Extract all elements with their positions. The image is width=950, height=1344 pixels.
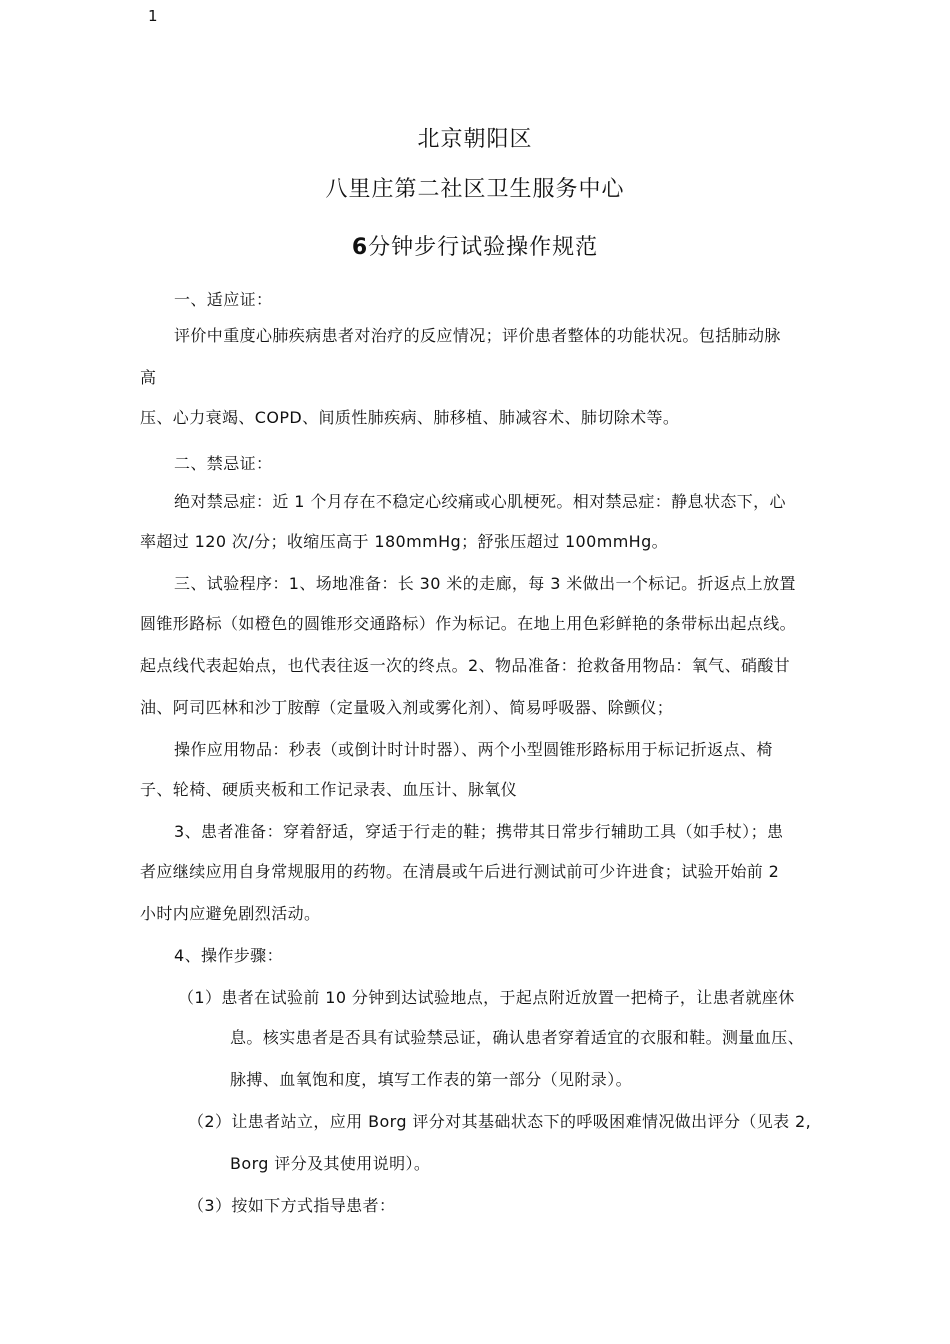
- section3-line: 操作应用物品：秒表（或倒计时计时器）、两个小型圆锥形路标用于标记折返点、椅: [174, 740, 773, 759]
- step1-line: 脉搏、血氧饱和度，填写工作表的第一部分（见附录）。: [230, 1070, 633, 1089]
- steps-heading: 4、操作步骤：: [174, 946, 283, 965]
- step1-line: 息。核实患者是否具有试验禁忌证，确认患者穿着适宜的衣服和鞋。测量血压、: [230, 1028, 805, 1047]
- section3-line: 3、患者准备：穿着舒适，穿适于行走的鞋；携带其日常步行辅助工具（如手杖）；患: [174, 822, 784, 841]
- section3-line: 三、试验程序：1、场地准备：长 30 米的走廊，每 3 米做出一个标记。折返点上放置: [174, 574, 796, 593]
- step2-line: （2）让患者站立，应用 Borg 评分对其基础状态下的呼吸困难情况做出评分（见表 2,: [188, 1112, 812, 1131]
- step3-line: （3）按如下方式指导患者：: [188, 1196, 396, 1215]
- step1-line: （1）患者在试验前 10 分钟到达试验地点，于起点附近放置一把椅子，让患者就座休: [178, 988, 795, 1007]
- section2-heading: 二、禁忌证：: [174, 454, 273, 473]
- section2-line: 绝对禁忌症：近 1 个月存在不稳定心绞痛或心肌梗死。相对禁忌症：静息状态下，心: [174, 492, 786, 511]
- page-number: 1: [148, 7, 158, 25]
- document-title: [0, 234, 950, 262]
- section3-line: 子、轮椅、硬质夹板和工作记录表、血压计、脉氧仪: [140, 780, 518, 799]
- header-district: 北京朝阳区: [417, 127, 533, 152]
- section3-line: 起点线代表起始点，也代表往返一次的终点。2、物品准备：抢救备用物品：氧气、硝酸甘: [140, 656, 791, 675]
- section3-line: 圆锥形路标（如橙色的圆锥形交通路标）作为标记。在地上用色彩鲜艳的条带标出起点线。: [140, 614, 797, 633]
- section1-line: 压、心力衰竭、COPD、间质性肺疾病、肺移植、肺减容术、肺切除术等。: [140, 408, 680, 427]
- step2-line: Borg 评分及其使用说明）。: [230, 1154, 431, 1173]
- section1-heading: 一、适应证：: [174, 290, 273, 309]
- title-number: 6: [351, 235, 369, 260]
- section3-line: 小时内应避免剧烈活动。: [140, 904, 321, 923]
- section3-line: 者应继续应用自身常规服用的药物。在清晨或午后进行测试前可少许进食；试验开始前 2: [140, 862, 780, 881]
- header-center-name: 八里庄第二社区卫生服务中心: [325, 177, 625, 202]
- section3-line: 油、阿司匹林和沙丁胺醇（定量吸入剂或雾化剂）、简易呼吸器、除颤仪；: [140, 698, 674, 717]
- section2-line: 率超过 120 次/分；收缩压高于 180mmHg；舒张压超过 100mmHg。: [140, 532, 669, 551]
- section1-line: 评价中重度心肺疾病患者对治疗的反应情况；评价患者整体的功能状况。包括肺动脉: [174, 326, 781, 345]
- title-text: 分钟步行试验操作规范: [368, 235, 599, 260]
- section1-line: 高: [140, 368, 157, 387]
